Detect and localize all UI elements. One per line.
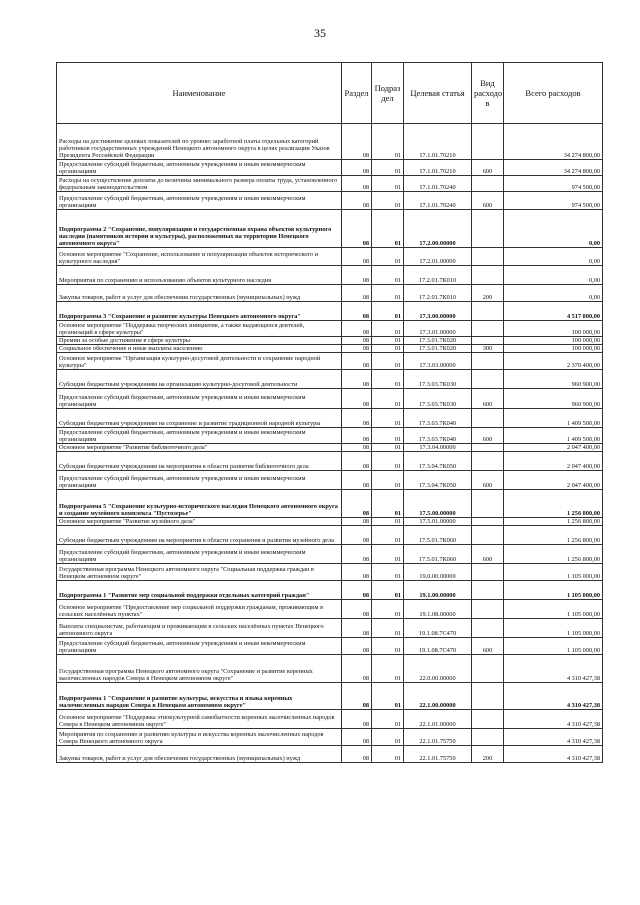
row-type	[472, 444, 504, 452]
row-name: Государственная программа Ненецкого автономного округа "Сохранение и развитие коренных малочисленных народов Севера в Ненецком автономном округе"	[57, 655, 342, 683]
row-total: 4 310 427,38	[504, 729, 603, 746]
row-type	[472, 302, 504, 321]
row-subsection: 01	[372, 471, 404, 490]
row-name: Выплаты специалистам, работающим и проживающим в сельских населённых пунктах Ненецкого автономного округа	[57, 619, 342, 638]
table-row	[57, 564, 603, 581]
table-row	[57, 409, 603, 428]
table-row	[57, 655, 603, 683]
row-target: 17.3.03.7К030	[404, 370, 472, 389]
row-name: Премии за особые достижения в сфере культуры	[57, 337, 342, 345]
row-subsection: 01	[372, 285, 404, 302]
row-target: 17.3.01.7К020	[404, 337, 472, 345]
row-section: 08	[342, 490, 372, 518]
table-row	[57, 452, 603, 471]
table-row	[57, 526, 603, 545]
row-section: 08	[342, 176, 372, 192]
row-total: 100 000,00	[504, 321, 603, 337]
row-total: 1 409 500,00	[504, 428, 603, 444]
row-target: 19.1.00.00000	[404, 581, 472, 600]
row-type	[472, 683, 504, 710]
row-total: 2 047 400,00	[504, 444, 603, 452]
row-section: 08	[342, 248, 372, 266]
table-row	[57, 518, 603, 526]
row-name: Предоставление субсидий бюджетным, автономным учреждениям и иным некоммерческим организациям	[57, 389, 342, 409]
row-target: 22.1.00.00000	[404, 683, 472, 710]
row-name: Субсидии бюджетным учреждениям на организацию культурно-досуговой деятельности	[57, 370, 342, 389]
row-total: 974 500,00	[504, 176, 603, 192]
row-section: 08	[342, 409, 372, 428]
row-type: 600	[472, 389, 504, 409]
row-type: 600	[472, 471, 504, 490]
row-section: 08	[342, 564, 372, 581]
row-name: Подпрограмма 2 "Сохранение, популяризация и государственная охрана объектов культурного наследия (памятников истории и культуры), расположенных на территории Ненецкого автономного округа"	[57, 210, 342, 248]
row-subsection: 01	[372, 176, 404, 192]
row-total: 1 409 500,00	[504, 409, 603, 428]
row-total: 0,00	[504, 210, 603, 248]
row-subsection: 01	[372, 710, 404, 729]
row-subsection: 01	[372, 210, 404, 248]
row-section: 08	[342, 210, 372, 248]
row-total: 1 105 000,00	[504, 638, 603, 655]
row-name: Субсидии бюджетным учреждениям на мероприятия в области развития библиотечного дела	[57, 452, 342, 471]
row-name: Основное мероприятие "Поддержка этнокультурной самобытности коренных малочисленных народов Севера в Ненецком автономном округе"	[57, 710, 342, 729]
row-subsection: 01	[372, 353, 404, 370]
row-name: Субсидии бюджетным учреждениям на сохранение и развитие традиционной народной культуры	[57, 409, 342, 428]
table-row	[57, 619, 603, 638]
row-section: 08	[342, 428, 372, 444]
row-total: 4 310 427,38	[504, 683, 603, 710]
row-total: 1 105 000,00	[504, 581, 603, 600]
row-type	[472, 337, 504, 345]
row-type: 600	[472, 638, 504, 655]
table-row	[57, 600, 603, 619]
row-type	[472, 210, 504, 248]
row-total: 1 105 000,00	[504, 564, 603, 581]
row-name: Мероприятия по сохранению и развитию культуры и искусства коренных малочисленных народов Севера Ненецкого автономного округа	[57, 729, 342, 746]
row-type	[472, 248, 504, 266]
row-total: 100 000,00	[504, 337, 603, 345]
row-name: Расходы на достижение целевых показателей по уровню заработной платы отдельных категорий работников государственных учреждений Ненецкого автономного округа в целях реализации Указов Президента Российской Федерации	[57, 124, 342, 160]
row-target: 17.5.01.7К060	[404, 545, 472, 564]
table-row	[57, 710, 603, 729]
row-total: 100 000,00	[504, 345, 603, 353]
row-subsection: 01	[372, 192, 404, 210]
row-type	[472, 600, 504, 619]
row-subsection: 01	[372, 337, 404, 345]
row-name: Подпрограмма 1 "Сохранение и развитие культуры, искусства и языка коренных малочисленных народов Севера в Ненецком автономном округе"	[57, 683, 342, 710]
row-type	[472, 409, 504, 428]
header-target: Целевая статья	[404, 63, 472, 124]
table-row	[57, 353, 603, 370]
row-subsection: 01	[372, 389, 404, 409]
row-type: 600	[472, 545, 504, 564]
row-type	[472, 710, 504, 729]
row-section: 08	[342, 337, 372, 345]
row-total: 34 274 800,00	[504, 124, 603, 160]
row-total: 1 256 800,00	[504, 518, 603, 526]
row-total: 974 500,00	[504, 192, 603, 210]
table-row	[57, 683, 603, 710]
row-section: 08	[342, 619, 372, 638]
table-row	[57, 729, 603, 746]
row-name: Основное мероприятие "Развитие библиотечного дела"	[57, 444, 342, 452]
row-section: 08	[342, 124, 372, 160]
row-name: Подпрограмма 1 "Развитие мер социальной поддержки отдельных категорий граждан"	[57, 581, 342, 600]
row-subsection: 01	[372, 428, 404, 444]
row-section: 08	[342, 389, 372, 409]
row-name: Предоставление субсидий бюджетным, автономным учреждениям и иным некоммерческим организациям	[57, 160, 342, 176]
row-section: 08	[342, 683, 372, 710]
row-name: Предоставление субсидий бюджетным, автономным учреждениям и иным некоммерческим организациям	[57, 638, 342, 655]
row-total: 4 310 427,38	[504, 746, 603, 763]
table-row	[57, 581, 603, 600]
row-subsection: 01	[372, 545, 404, 564]
row-target: 17.5.00.00000	[404, 490, 472, 518]
row-type: 600	[472, 428, 504, 444]
row-target: 17.1.01.70240	[404, 176, 472, 192]
row-total: 34 274 800,00	[504, 160, 603, 176]
table-row	[57, 321, 603, 337]
row-total: 2 047 400,00	[504, 452, 603, 471]
row-section: 08	[342, 370, 372, 389]
row-target: 19.1.08.00000	[404, 600, 472, 619]
row-target: 22.0.00.00000	[404, 655, 472, 683]
row-target: 22.1.01.75750	[404, 729, 472, 746]
row-total: 0,00	[504, 285, 603, 302]
row-section: 08	[342, 192, 372, 210]
row-section: 08	[342, 345, 372, 353]
row-total: 4 517 800,00	[504, 302, 603, 321]
row-target: 17.1.01.70210	[404, 124, 472, 160]
table-row	[57, 370, 603, 389]
row-target: 17.2.01.7К010	[404, 285, 472, 302]
row-section: 08	[342, 710, 372, 729]
row-type	[472, 526, 504, 545]
row-total: 2 047 400,00	[504, 471, 603, 490]
row-type	[472, 619, 504, 638]
row-name: Закупка товаров, работ и услуг для обеспечения государственных (муниципальных) нужд	[57, 285, 342, 302]
row-type: 600	[472, 192, 504, 210]
row-name: Закупка товаров, работ и услуг для обеспечения государственных (муниципальных) нужд	[57, 746, 342, 763]
header-total: Всего расходов	[504, 63, 603, 124]
table-row	[57, 490, 603, 518]
row-target: 17.2.00.00000	[404, 210, 472, 248]
row-section: 08	[342, 545, 372, 564]
table-row	[57, 337, 603, 345]
row-subsection: 01	[372, 124, 404, 160]
row-section: 08	[342, 266, 372, 285]
row-section: 08	[342, 600, 372, 619]
row-target: 17.5.01.7К060	[404, 526, 472, 545]
row-subsection: 01	[372, 581, 404, 600]
row-target: 19.1.08.7С470	[404, 638, 472, 655]
row-subsection: 01	[372, 345, 404, 353]
row-section: 08	[342, 471, 372, 490]
row-target: 17.3.03.7К030	[404, 389, 472, 409]
row-target: 17.3.04.7К050	[404, 471, 472, 490]
page-number: 35	[314, 26, 326, 40]
row-type: 200	[472, 746, 504, 763]
row-type	[472, 518, 504, 526]
row-total: 1 105 000,00	[504, 619, 603, 638]
row-type	[472, 353, 504, 370]
row-subsection: 01	[372, 409, 404, 428]
row-target: 19.0.00.00000	[404, 564, 472, 581]
row-target: 17.3.01.00000	[404, 321, 472, 337]
row-name: Основное мероприятие "Поддержка творческих инициатив, а также выдающихся деятелей, организаций в сфере культуры"	[57, 321, 342, 337]
row-name: Социальное обеспечение и иные выплаты населению	[57, 345, 342, 353]
row-type	[472, 490, 504, 518]
row-type: 300	[472, 345, 504, 353]
row-name: Предоставление субсидий бюджетным, автономным учреждениям и иным некоммерческим организациям	[57, 545, 342, 564]
table-row	[57, 444, 603, 452]
header-section: Раздел	[342, 63, 372, 124]
row-type	[472, 176, 504, 192]
row-type	[472, 266, 504, 285]
row-subsection: 01	[372, 638, 404, 655]
table-row	[57, 389, 603, 409]
row-name: Основное мероприятие "Развитие музейного дела"	[57, 518, 342, 526]
row-section: 08	[342, 452, 372, 471]
row-total: 2 370 400,00	[504, 353, 603, 370]
row-subsection: 01	[372, 729, 404, 746]
row-section: 08	[342, 581, 372, 600]
row-subsection: 01	[372, 490, 404, 518]
table-row	[57, 192, 603, 210]
table-row	[57, 248, 603, 266]
row-total: 1 256 800,00	[504, 545, 603, 564]
row-total: 4 310 427,38	[504, 710, 603, 729]
row-section: 08	[342, 638, 372, 655]
row-total: 4 310 427,38	[504, 655, 603, 683]
row-section: 08	[342, 729, 372, 746]
row-total: 1 105 000,00	[504, 600, 603, 619]
row-section: 08	[342, 353, 372, 370]
row-subsection: 01	[372, 683, 404, 710]
row-subsection: 01	[372, 160, 404, 176]
row-target: 17.2.01.7К010	[404, 266, 472, 285]
row-name: Основное мероприятие "Предоставление мер социальной поддержки гражданам, проживающим в сельских населённых пунктах"	[57, 600, 342, 619]
row-subsection: 01	[372, 564, 404, 581]
table-row	[57, 176, 603, 192]
row-section: 08	[342, 518, 372, 526]
row-target: 17.3.03.00000	[404, 353, 472, 370]
row-target: 17.3.03.7К040	[404, 428, 472, 444]
header-subsection: Подраз дел	[372, 63, 404, 124]
row-total: 960 900,00	[504, 389, 603, 409]
row-subsection: 01	[372, 321, 404, 337]
table-body	[57, 124, 603, 763]
table-row	[57, 638, 603, 655]
row-type	[472, 321, 504, 337]
row-type	[472, 124, 504, 160]
row-section: 08	[342, 321, 372, 337]
table-row	[57, 124, 603, 160]
row-section: 08	[342, 285, 372, 302]
row-type	[472, 452, 504, 471]
row-target: 22.1.01.75750	[404, 746, 472, 763]
row-target: 22.1.01.00000	[404, 710, 472, 729]
row-type	[472, 370, 504, 389]
row-name: Подпрограмма 3 "Сохранение и развитие культуры Ненецкого автономного округа"	[57, 302, 342, 321]
row-target: 17.2.01.00000	[404, 248, 472, 266]
row-subsection: 01	[372, 600, 404, 619]
row-target: 17.3.04.7К050	[404, 452, 472, 471]
header-name: Наименование	[57, 63, 342, 124]
row-target: 17.3.04.00000	[404, 444, 472, 452]
table-row	[57, 210, 603, 248]
row-type	[472, 564, 504, 581]
table-row	[57, 746, 603, 763]
row-name: Предоставление субсидий бюджетным, автономным учреждениям и иным некоммерческим организациям	[57, 428, 342, 444]
table-row	[57, 160, 603, 176]
row-name: Предоставление субсидий бюджетным, автономным учреждениям и иным некоммерческим организациям	[57, 192, 342, 210]
row-target: 17.3.00.00000	[404, 302, 472, 321]
table-row	[57, 285, 603, 302]
header-type: Вид расходо в	[472, 63, 504, 124]
row-subsection: 01	[372, 266, 404, 285]
table-row	[57, 471, 603, 490]
row-total: 960 900,00	[504, 370, 603, 389]
row-target: 17.3.01.7К020	[404, 345, 472, 353]
row-total: 1 256 800,00	[504, 526, 603, 545]
row-name: Основное мероприятие "Организация культурно-досуговой деятельности и сохранение народной культуры"	[57, 353, 342, 370]
row-subsection: 01	[372, 444, 404, 452]
row-section: 08	[342, 160, 372, 176]
row-name: Государственная программа Ненецкого автономного округа "Социальная поддержка граждан в Ненецком автономном округе"	[57, 564, 342, 581]
row-subsection: 01	[372, 518, 404, 526]
table-row	[57, 428, 603, 444]
row-name: Подпрограмма 5 "Сохранение культурно-исторического наследия Ненецкого автономного округа и создание музейного комплекса "Пустозерье"	[57, 490, 342, 518]
row-name: Предоставление субсидий бюджетным, автономным учреждениям и иным некоммерческим организациям	[57, 471, 342, 490]
table-row	[57, 345, 603, 353]
table-row	[57, 302, 603, 321]
row-type: 600	[472, 160, 504, 176]
row-section: 08	[342, 444, 372, 452]
row-subsection: 01	[372, 248, 404, 266]
row-name: Расходы на осуществление доплаты до величины минимального размера оплаты труда, установленного федеральным законодательством	[57, 176, 342, 192]
row-subsection: 01	[372, 619, 404, 638]
row-subsection: 01	[372, 526, 404, 545]
row-section: 08	[342, 655, 372, 683]
row-subsection: 01	[372, 370, 404, 389]
budget-table	[56, 62, 603, 763]
row-total: 1 256 800,00	[504, 490, 603, 518]
row-target: 17.1.01.70210	[404, 160, 472, 176]
row-subsection: 01	[372, 452, 404, 471]
row-subsection: 01	[372, 746, 404, 763]
row-subsection: 01	[372, 302, 404, 321]
table-row	[57, 266, 603, 285]
row-section: 08	[342, 746, 372, 763]
table-row	[57, 545, 603, 564]
row-total: 0,00	[504, 266, 603, 285]
row-type: 200	[472, 285, 504, 302]
row-section: 08	[342, 526, 372, 545]
row-name: Субсидии бюджетным учреждениям на мероприятия в области сохранения и развития музейного дела	[57, 526, 342, 545]
row-target: 19.1.08.7С470	[404, 619, 472, 638]
row-type	[472, 655, 504, 683]
row-target: 17.1.01.70240	[404, 192, 472, 210]
table-header-row	[57, 63, 603, 124]
row-target: 17.5.01.00000	[404, 518, 472, 526]
row-name: Мероприятия по сохранению и использованию объектов культурного наследия	[57, 266, 342, 285]
row-type	[472, 729, 504, 746]
row-name: Основное мероприятие "Сохранение, использование и популяризация объектов исторического и культурного наследия"	[57, 248, 342, 266]
row-target: 17.3.03.7К040	[404, 409, 472, 428]
row-type	[472, 581, 504, 600]
row-total: 0,00	[504, 248, 603, 266]
row-section: 08	[342, 302, 372, 321]
row-subsection: 01	[372, 655, 404, 683]
